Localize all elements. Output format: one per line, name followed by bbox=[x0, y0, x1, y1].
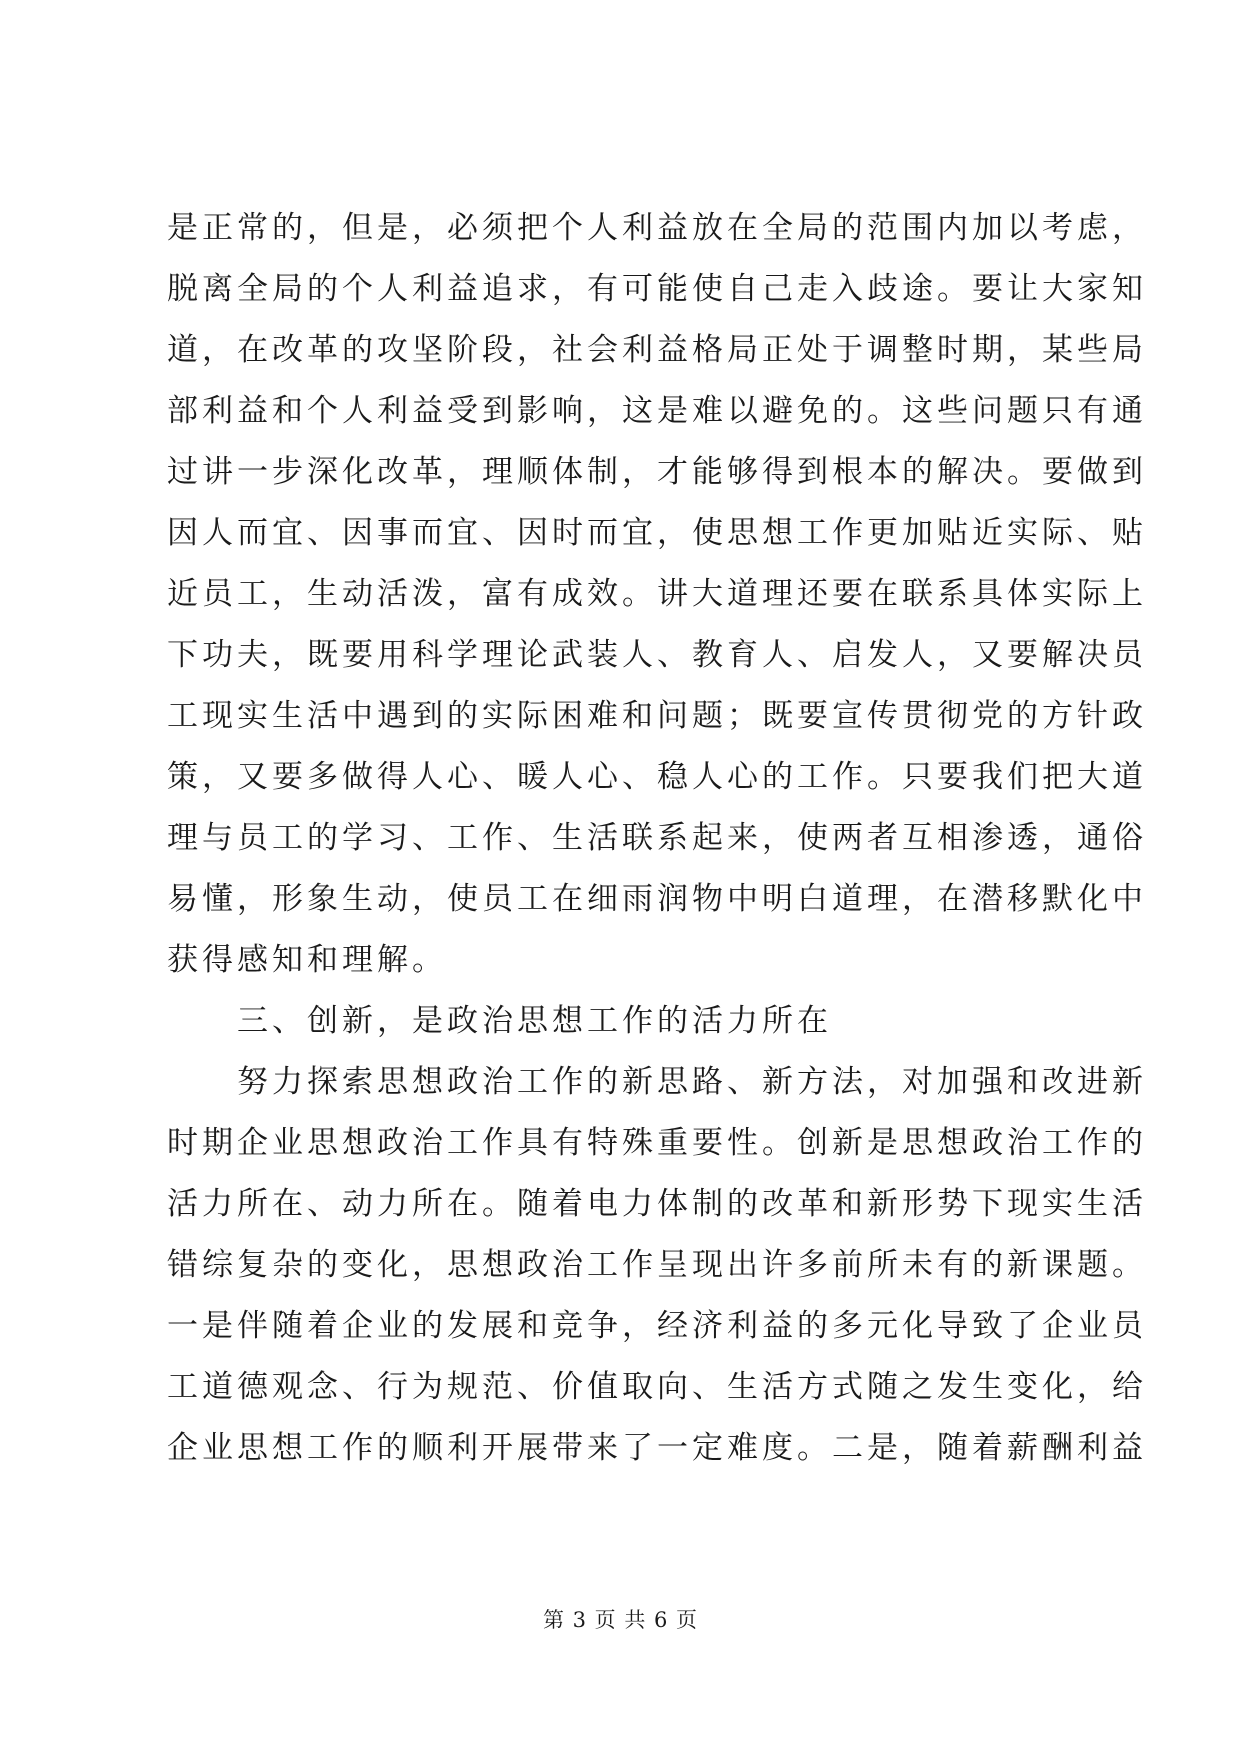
text-line: 一是伴随着企业的发展和竞争，经济利益的多元化导致了企业员 bbox=[167, 1308, 1147, 1344]
text-line: 道，在改革的攻坚阶段，社会利益格局正处于调整时期，某些局 bbox=[167, 332, 1147, 368]
text-line: 时期企业思想政治工作具有特殊重要性。创新是思想政治工作的 bbox=[167, 1125, 1147, 1161]
text-line: 易懂，形象生动，使员工在细雨润物中明白道理，在潜移默化中 bbox=[167, 881, 1147, 917]
text-line: 理与员工的学习、工作、生活联系起来，使两者互相渗透，通俗 bbox=[167, 820, 1147, 856]
text-line: 努力探索思想政治工作的新思路、新方法，对加强和改进新 bbox=[167, 1064, 1147, 1100]
text-line: 下功夫，既要用科学理论武装人、教育人、启发人，又要解决员 bbox=[167, 637, 1147, 673]
text-line: 工道德观念、行为规范、价值取向、生活方式随之发生变化，给 bbox=[167, 1369, 1147, 1405]
text-line: 部利益和个人利益受到影响，这是难以避免的。这些问题只有通 bbox=[167, 393, 1147, 429]
text-line: 获得感知和理解。 bbox=[167, 942, 447, 978]
text-line: 策，又要多做得人心、暖人心、稳人心的工作。只要我们把大道 bbox=[167, 759, 1147, 795]
section-heading: 三、创新，是政治思想工作的活力所在 bbox=[167, 1003, 832, 1039]
text-line: 脱离全局的个人利益追求，有可能使自己走入歧途。要让大家知 bbox=[167, 271, 1147, 307]
body-text bbox=[167, 198, 1147, 1479]
text-line: 近员工，生动活泼，富有成效。讲大道理还要在联系具体实际上 bbox=[167, 576, 1147, 612]
text-line: 是正常的，但是，必须把个人利益放在全局的范围内加以考虑， bbox=[167, 210, 1147, 246]
text-line: 工现实生活中遇到的实际困难和问题；既要宣传贯彻党的方针政 bbox=[167, 698, 1147, 734]
text-line: 因人而宜、因事而宜、因时而宜，使思想工作更加贴近实际、贴 bbox=[167, 515, 1147, 551]
text-line: 活力所在、动力所在。随着电力体制的改革和新形势下现实生活 bbox=[167, 1186, 1147, 1222]
text-line: 过讲一步深化改革，理顺体制，才能够得到根本的解决。要做到 bbox=[167, 454, 1147, 490]
text-line: 错综复杂的变化，思想政治工作呈现出许多前所未有的新课题。 bbox=[167, 1247, 1147, 1283]
text-line: 企业思想工作的顺利开展带来了一定难度。二是，随着薪酬利益 bbox=[167, 1430, 1147, 1466]
page-number-footer: 第 3 页 共 6 页 bbox=[542, 1608, 699, 1632]
